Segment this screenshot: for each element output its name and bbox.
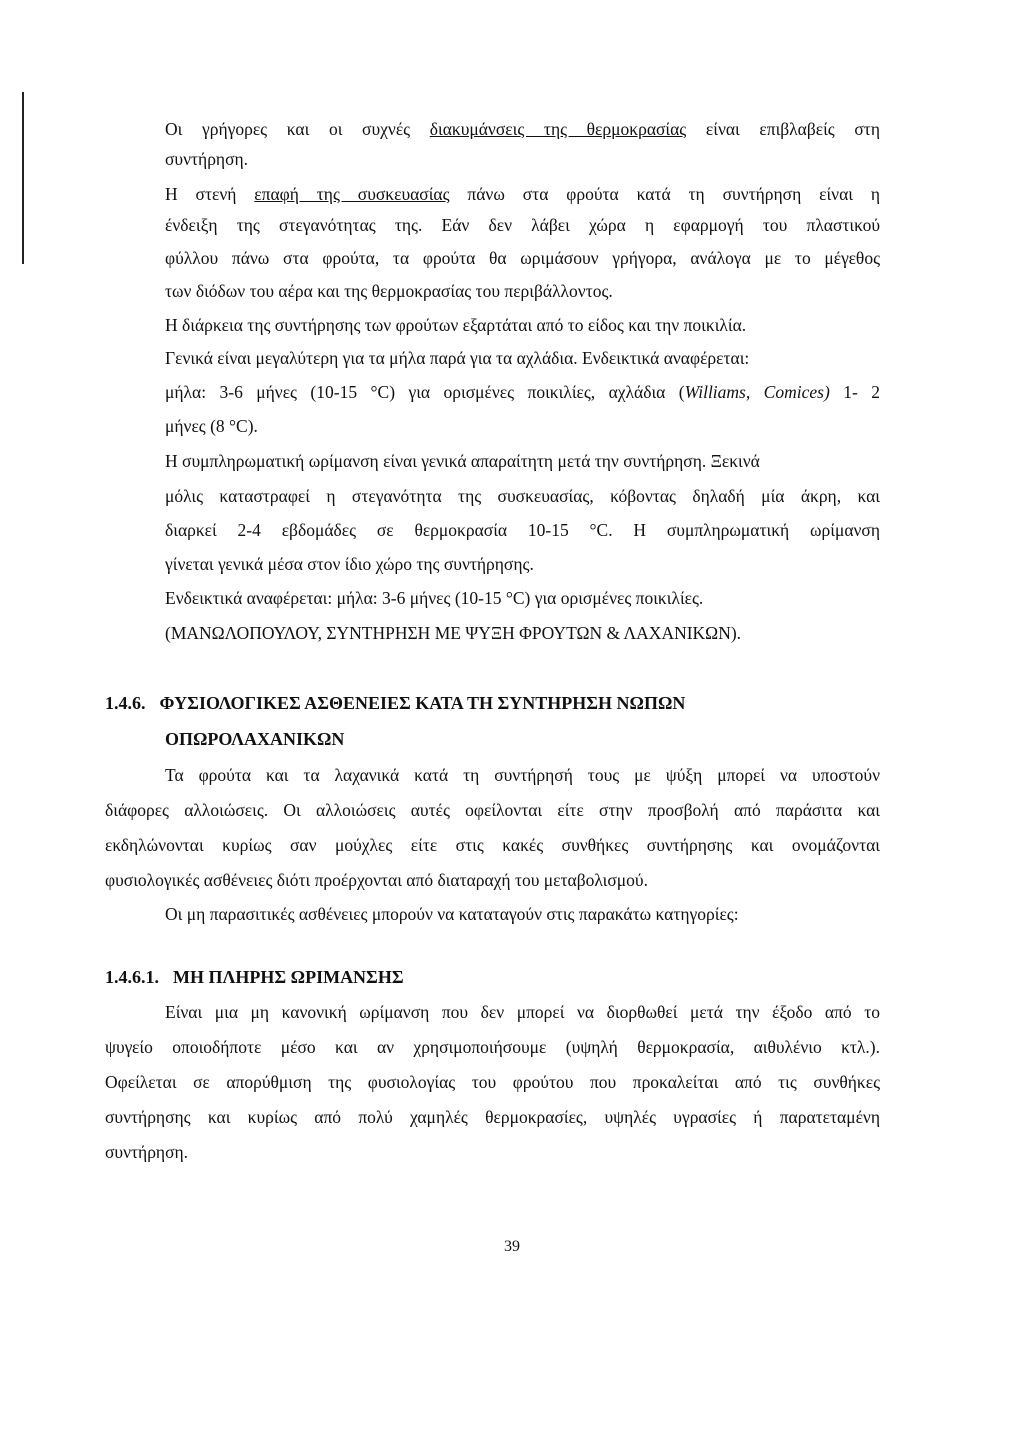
para4-line1: Η συμπληρωματική ωρίμανση είναι γενικά απαραίτητη μετά την συντήρηση. Ξεκινά: [165, 451, 760, 471]
section-1461-line5: συντήρηση.: [105, 1142, 189, 1162]
para5-line1: Ενδεικτικά αναφέρεται: μήλα: 3-6 μήνες (10-15 °C) για ορισμένες ποικιλίες.: [165, 588, 704, 608]
section-1461-line1: Είναι μια μη κανονική ωρίμανση που δεν μπορεί να διορθωθεί μετά την έξοδο από το: [165, 1002, 880, 1022]
section-number: 1.4.6.: [105, 693, 146, 713]
para2-line3: φύλλου πάνω στα φρούτα, τα φρούτα θα ωριμάσουν γρήγορα, ανάλογα με το μέγεθος: [165, 248, 880, 268]
para4-line3: διαρκεί 2-4 εβδομάδες σε θερμοκρασία 10-15 °C. Η συμπληρωματική ωρίμανση: [165, 520, 880, 540]
section-146-p1-line1: Τα φρούτα και τα λαχανικά κατά τη συντήρησή τους με ψύξη μπορεί να υποστούν: [165, 765, 880, 785]
para5-citation: (ΜΑΝΩΛΟΠΟΥΛΟΥ, ΣΥΝΤΗΡΗΣΗ ΜΕ ΨΥΞΗ ΦΡΟΥΤΩΝ & ΛΑΧΑΝΙΚΩΝ).: [165, 623, 742, 643]
para1-line2: συντήρηση.: [165, 149, 249, 169]
para3-line3: [165, 381, 880, 403]
para3-line1: Η διάρκεια της συντήρησης των φρούτων εξαρτάται από το είδος και την ποικιλία.: [165, 315, 747, 335]
section-146-heading: [105, 692, 685, 714]
para4-line4: γίνεται γενικά μέσα στον ίδιο χώρο της συντήρησης.: [165, 554, 534, 574]
section-number: 1.4.6.1.: [105, 967, 159, 987]
section-title: ΜΗ ΠΛΗΡΗΣ ΩΡΙΜΑΝΣΗΣ: [173, 967, 404, 987]
para2-line1: [165, 183, 880, 205]
section-1461-line3: Οφείλεται σε απορύθμιση της φυσιολογίας του φρούτου που προκαλείται από τις συνθήκες: [105, 1072, 880, 1092]
para4-line2: μόλις καταστραφεί η στεγανότητα της συσκευασίας, κόβοντας δηλαδή μία άκρη, και: [165, 486, 880, 506]
para1-text: Οι γρήγορες και οι συχνές: [165, 119, 430, 139]
para3-line2: Γενικά είναι μεγαλύτερη για τα μήλα παρά για τα αχλάδια. Ενδεικτικά αναφέρεται:: [165, 348, 750, 368]
para2-underlined-text: επαφή της συσκευασίας: [254, 184, 450, 204]
section-1461-heading: [105, 966, 404, 988]
margin-rule: [22, 92, 24, 264]
para1-text-end: είναι επιβλαβείς στη: [686, 119, 880, 139]
page-number: 39: [504, 1238, 520, 1255]
section-1461-line4: συντήρησης και κυρίως από πολύ χαμηλές θερμοκρασίες, υψηλές υγρασίες ή παρατεταμένη: [105, 1107, 880, 1127]
para1-underlined-text: διακυμάνσεις της θερμοκρασίας: [429, 119, 687, 139]
section-146-p1-line4: φυσιολογικές ασθένειες διότι προέρχονται από διαταραχή του μεταβολισμού.: [105, 870, 648, 890]
para3-text: μήλα: 3-6 μήνες (10-15 °C) για ορισμένες ποικιλίες, αχλάδια (: [165, 382, 685, 402]
section-1461-line2: ψυγείο οποιοδήποτε μέσο και αν χρησιμοποιήσουμε (υψηλή θερμοκρασία, αιθυλένιο κτλ.).: [105, 1037, 880, 1057]
section-146-p2-line1: Οι μη παρασιτικές ασθένειες μπορούν να καταταγούν στις παρακάτω κατηγορίες:: [165, 904, 739, 924]
para3-text-end: 1- 2: [829, 382, 880, 402]
para3-line4: μήνες (8 °C).: [165, 416, 258, 436]
section-146-heading-line2: ΟΠΩΡΟΛΑΧΑΝΙΚΩΝ: [165, 729, 345, 749]
para3-italic-varieties: Williams, Comices): [684, 382, 830, 402]
para1-line1: [165, 118, 880, 140]
section-146-p1-line2: διάφορες αλλοιώσεις. Οι αλλοιώσεις αυτές οφείλονται είτε στην προσβολή από παράσιτα και: [105, 800, 880, 820]
section-146-p1-line3: εκδηλώνονται κυρίως σαν μούχλες είτε στις κακές συνθήκες συντήρησης και ονομάζονται: [105, 835, 880, 855]
para2-text-end: πάνω στα φρούτα κατά τη συντήρηση είναι η: [449, 184, 880, 204]
para2-line2: ένδειξη της στεγανότητας της. Εάν δεν λάβει χώρα η εφαρμογή του πλαστικού: [165, 215, 880, 235]
para2-text: Η στενή: [165, 184, 255, 204]
para2-line4: των διόδων του αέρα και της θερμοκρασίας του περιβάλλοντος.: [165, 281, 613, 301]
section-title: ΦΥΣΙΟΛΟΓΙΚΕΣ ΑΣΘΕΝΕΙΕΣ ΚΑΤΑ ΤΗ ΣΥΝΤΗΡΗΣΗ ΝΩΠΩΝ: [159, 693, 686, 713]
